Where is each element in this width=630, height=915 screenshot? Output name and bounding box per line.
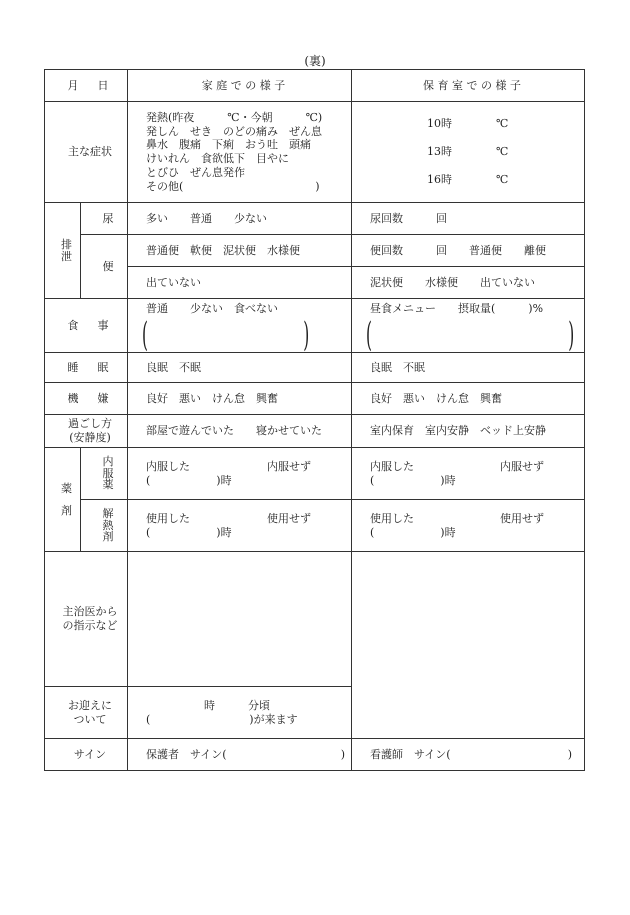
meal-nursery-paren[interactable]: ( ) [366,314,574,355]
medicine-label: 薬剤 [45,448,81,552]
stool-home-2[interactable]: 出ていない [128,267,352,299]
sleep-home[interactable]: 良眠 不眠 [128,353,352,383]
guardian-sign[interactable]: 保護者 サイン( ) [128,739,352,771]
sign-label: サイン [45,739,128,771]
symptom-line: 鼻水 腹痛 下痢 おう吐 頭痛 [146,138,311,152]
mood-label: 機 嫌 [45,383,128,415]
pickup-home[interactable]: 時 分頃 ( )が来ます [128,687,352,739]
mood-home[interactable]: 良好 悪い けん怠 興奮 [128,383,352,415]
nurse-sign[interactable]: 看護師 サイン( ) [352,739,585,771]
meal-nursery-menu: 昼食メニュー 摂取量( )% [370,302,544,315]
antipyretic-nursery[interactable]: 使用した 使用せず ( )時 [352,500,585,552]
symptoms-label: 主な症状 [45,102,128,203]
pickup-label: お迎えに ついて [45,687,128,739]
activity-home[interactable]: 部屋で遊んでいた 寝かせていた [128,415,352,448]
home-header: 家 庭 で の 様 子 [128,70,352,102]
symptoms-row [45,102,585,203]
antipyretic-home[interactable]: 使用した 使用せず ( )時 [128,500,352,552]
page-title: (裏) [304,54,326,68]
antipyretic-row [45,500,585,552]
nursery-header: 保 育 室 で の 様 子 [352,70,585,102]
temps-nursery[interactable] [352,102,585,203]
urine-nursery[interactable]: 尿回数 回 [352,203,585,235]
symptom-line: けいれん 食欲低下 目やに [146,152,289,165]
symptoms-home[interactable] [128,102,352,203]
symptom-line: その他( ) [146,179,320,193]
urine-label: 尿 [81,203,128,235]
internal-home[interactable]: 内服した 内服せず ( )時 [128,448,352,500]
antipyretic-label: 解熱剤 [81,500,128,552]
mood-nursery[interactable]: 良好 悪い けん怠 興奮 [352,383,585,415]
internal-medicine-label: 内服薬 [81,448,128,500]
excretion-label: 排泄 [45,203,81,299]
meal-home[interactable] [128,299,352,353]
record-form [44,69,585,771]
mood-row [45,383,585,415]
doctor-row [45,552,585,687]
activity-nursery[interactable]: 室内保育 室内安静 ベッド上安静 [352,415,585,448]
stool-row-1 [45,235,585,267]
urine-home[interactable]: 多い 普通 少ない [128,203,352,235]
symptom-line: 発熱(昨夜 ℃・今朝 ℃) [146,110,323,124]
temp-13: 13時 ℃ [427,145,509,159]
symptom-line: 発しん せき のどの痛み ぜん息 [146,124,322,138]
sign-row [45,739,585,771]
doctor-label: 主治医から の指示など [45,552,128,687]
stool-nursery-2[interactable]: 泥状便 水様便 出ていない [352,267,585,299]
meal-nursery[interactable] [352,299,585,353]
doctor-nursery-notes[interactable] [352,552,585,739]
stool-nursery-1[interactable]: 便回数 回 普通便 離便 [352,235,585,267]
stool-home-1[interactable]: 普通便 軟便 泥状便 水様便 [128,235,352,267]
temp-10: 10時 ℃ [427,117,509,131]
temp-16: 16時 ℃ [427,172,509,186]
meal-label: 食 事 [45,299,128,353]
internal-medicine-row [45,448,585,500]
sleep-row [45,353,585,383]
activity-label: 過ごし方 (安静度) [45,415,128,448]
sleep-nursery[interactable]: 良眠 不眠 [352,353,585,383]
header-row [45,70,585,102]
meal-home-paren[interactable]: ( ) [142,314,309,355]
internal-nursery[interactable]: 内服した 内服せず ( )時 [352,448,585,500]
symptom-line: とびひ ぜん息発作 [146,165,245,179]
meal-row [45,299,585,353]
sleep-label: 睡 眠 [45,353,128,383]
stool-label: 便 [81,235,128,299]
activity-row [45,415,585,448]
doctor-home-notes[interactable] [128,552,352,687]
date-header[interactable]: 月 日 [45,70,128,102]
meal-home-options: 普通 少ない 食べない [146,302,278,315]
urine-row [45,203,585,235]
